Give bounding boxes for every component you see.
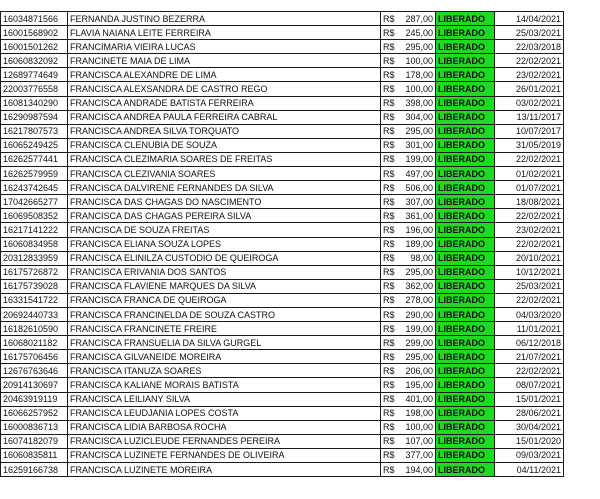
table-row	[1, 307, 564, 321]
cell-currency: R$	[381, 279, 396, 293]
cell-status: LIBERADO	[436, 110, 495, 124]
table-row	[1, 406, 564, 420]
cell-currency: R$	[381, 40, 396, 54]
table-row	[1, 265, 564, 279]
cell-amount: 98,00	[395, 251, 436, 265]
cell-status: LIBERADO	[436, 181, 495, 195]
cell-status: LIBERADO	[436, 209, 495, 223]
cell-amount: 189,00	[395, 237, 436, 251]
cell-id: 16000836713	[1, 420, 68, 434]
cell-currency: R$	[381, 152, 396, 166]
cell-id: 16066257952	[1, 406, 68, 420]
cell-name: FRANCISCA LUZINETE FERNANDES DE OLIVEIRA	[68, 448, 381, 462]
cell-amount: 295,00	[395, 265, 436, 279]
cell-name: FRANCISCA FRANCINETE FREIRE	[68, 322, 381, 336]
cell-id: 16060834958	[1, 237, 68, 251]
cell-amount: 206,00	[395, 364, 436, 378]
cell-amount: 307,00	[395, 195, 436, 209]
cell-id: 16069508352	[1, 209, 68, 223]
table-row	[1, 237, 564, 251]
cell-name: FRANCISCA LEILIANY SILVA	[68, 392, 381, 406]
cell-currency: R$	[381, 26, 396, 40]
cell-currency: R$	[381, 54, 396, 68]
cell-name: FRANCISCA CLEZIMARIA SOARES DE FREITAS	[68, 152, 381, 166]
cell-status: LIBERADO	[436, 12, 495, 26]
cell-name: FRANCISCA ANDRADE BATISTA FERREIRA	[68, 96, 381, 110]
cell-currency: R$	[381, 68, 396, 82]
table-row	[1, 448, 564, 462]
cell-currency: R$	[381, 364, 396, 378]
cell-currency: R$	[381, 406, 396, 420]
cell-amount: 290,00	[395, 307, 436, 321]
cell-name: FRANCISCA ALEXANDRE DE LIMA	[68, 68, 381, 82]
cell-id: 20463919119	[1, 392, 68, 406]
cell-currency: R$	[381, 293, 396, 307]
cell-date: 10/12/2021	[495, 265, 564, 279]
cell-date: 31/05/2019	[495, 138, 564, 152]
cell-name: FRANCISCA ANDREA SILVA TORQUATO	[68, 124, 381, 138]
table-body	[1, 12, 564, 477]
cell-currency: R$	[381, 195, 396, 209]
cell-amount: 196,00	[395, 223, 436, 237]
cell-name: FRANCISCA ANDREA PAULA FERREIRA CABRAL	[68, 110, 381, 124]
cell-id: 16259166738	[1, 463, 68, 477]
cell-currency: R$	[381, 434, 396, 448]
cell-id: 12689774649	[1, 68, 68, 82]
cell-date: 04/11/2021	[495, 463, 564, 477]
cell-name: FRANCISCA ELIANA SOUZA LOPES	[68, 237, 381, 251]
cell-name: FLAVIA NAIANA LEITE FERREIRA	[68, 26, 381, 40]
cell-date: 22/02/2021	[495, 152, 564, 166]
table-row	[1, 293, 564, 307]
cell-name: FRANCISCA GILVANEIDE MOREIRA	[68, 350, 381, 364]
cell-id: 16331541722	[1, 293, 68, 307]
cell-name: FRANCISCA CLENUBIA DE SOUZA	[68, 138, 381, 152]
table-row	[1, 336, 564, 350]
cell-currency: R$	[381, 251, 396, 265]
cell-name: FRANCISCA DAS CHAGAS PEREIRA SILVA	[68, 209, 381, 223]
cell-date: 30/04/2021	[495, 420, 564, 434]
beneficiary-table	[0, 11, 564, 477]
cell-status: LIBERADO	[436, 350, 495, 364]
cell-amount: 295,00	[395, 40, 436, 54]
table-row	[1, 223, 564, 237]
cell-date: 20/10/2021	[495, 251, 564, 265]
cell-amount: 401,00	[395, 392, 436, 406]
table-row	[1, 124, 564, 138]
table-row	[1, 434, 564, 448]
cell-id: 16262577441	[1, 152, 68, 166]
cell-id: 16065249425	[1, 138, 68, 152]
table-row	[1, 110, 564, 124]
cell-currency: R$	[381, 392, 396, 406]
cell-name: FERNANDA JUSTINO BEZERRA	[68, 12, 381, 26]
cell-id: 16081340290	[1, 96, 68, 110]
cell-currency: R$	[381, 110, 396, 124]
cell-status: LIBERADO	[436, 322, 495, 336]
table-row	[1, 322, 564, 336]
cell-name: FRANCISCA CLEZIVANIA SOARES	[68, 167, 381, 181]
table-row	[1, 138, 564, 152]
cell-name: FRANCISCA LIDIA BARBOSA ROCHA	[68, 420, 381, 434]
cell-status: LIBERADO	[436, 378, 495, 392]
cell-status: LIBERADO	[436, 40, 495, 54]
cell-date: 25/03/2021	[495, 26, 564, 40]
table-row	[1, 209, 564, 223]
cell-date: 13/11/2017	[495, 110, 564, 124]
cell-status: LIBERADO	[436, 195, 495, 209]
table-row	[1, 251, 564, 265]
table-row	[1, 12, 564, 26]
cell-id: 20312833959	[1, 251, 68, 265]
cell-name: FRANCISCA DE SOUZA FREITAS	[68, 223, 381, 237]
cell-date: 15/01/2020	[495, 434, 564, 448]
cell-id: 16175726872	[1, 265, 68, 279]
cell-date: 06/12/2018	[495, 336, 564, 350]
cell-currency: R$	[381, 96, 396, 110]
cell-name: FRANCISCA DAS CHAGAS DO NASCIMENTO	[68, 195, 381, 209]
table-row	[1, 26, 564, 40]
table-row	[1, 54, 564, 68]
cell-id: 20914130697	[1, 378, 68, 392]
cell-status: LIBERADO	[436, 307, 495, 321]
cell-status: LIBERADO	[436, 223, 495, 237]
cell-status: LIBERADO	[436, 82, 495, 96]
cell-amount: 295,00	[395, 124, 436, 138]
cell-amount: 198,00	[395, 406, 436, 420]
cell-id: 16074182079	[1, 434, 68, 448]
table-row	[1, 378, 564, 392]
cell-date: 04/03/2020	[495, 307, 564, 321]
cell-currency: R$	[381, 448, 396, 462]
cell-name: FRANCISCA FLAVIENE MARQUES DA SILVA	[68, 279, 381, 293]
cell-id: 12676763646	[1, 364, 68, 378]
cell-currency: R$	[381, 420, 396, 434]
cell-currency: R$	[381, 350, 396, 364]
cell-status: LIBERADO	[436, 68, 495, 82]
cell-id: 16060835811	[1, 448, 68, 462]
table-row	[1, 96, 564, 110]
cell-currency: R$	[381, 138, 396, 152]
cell-id: 22003776558	[1, 82, 68, 96]
cell-date: 18/08/2021	[495, 195, 564, 209]
cell-currency: R$	[381, 223, 396, 237]
table-row	[1, 195, 564, 209]
cell-date: 25/03/2021	[495, 279, 564, 293]
table-row	[1, 279, 564, 293]
cell-id: 16290987594	[1, 110, 68, 124]
cell-id: 16060832092	[1, 54, 68, 68]
cell-currency: R$	[381, 463, 396, 477]
cell-status: LIBERADO	[436, 406, 495, 420]
cell-status: LIBERADO	[436, 167, 495, 181]
cell-currency: R$	[381, 209, 396, 223]
cell-date: 22/03/2018	[495, 40, 564, 54]
cell-date: 22/02/2021	[495, 293, 564, 307]
cell-id: 16217807573	[1, 124, 68, 138]
cell-amount: 361,00	[395, 209, 436, 223]
cell-amount: 199,00	[395, 152, 436, 166]
cell-date: 23/02/2021	[495, 68, 564, 82]
cell-date: 15/01/2021	[495, 392, 564, 406]
cell-amount: 299,00	[395, 336, 436, 350]
cell-status: LIBERADO	[436, 293, 495, 307]
cell-id: 16182610590	[1, 322, 68, 336]
cell-amount: 107,00	[395, 434, 436, 448]
cell-status: LIBERADO	[436, 54, 495, 68]
cell-status: LIBERADO	[436, 124, 495, 138]
cell-id: 16262579959	[1, 167, 68, 181]
table-row	[1, 68, 564, 82]
cell-id: 16068021182	[1, 336, 68, 350]
cell-date: 01/02/2021	[495, 167, 564, 181]
cell-id: 16001501262	[1, 40, 68, 54]
cell-status: LIBERADO	[436, 448, 495, 462]
cell-amount: 178,00	[395, 68, 436, 82]
cell-id: 20692440733	[1, 307, 68, 321]
table-row	[1, 82, 564, 96]
table-row	[1, 40, 564, 54]
cell-date: 09/03/2021	[495, 448, 564, 462]
cell-currency: R$	[381, 322, 396, 336]
cell-name: FRANCISCA DALVIRENE FERNANDES DA SILVA	[68, 181, 381, 195]
cell-currency: R$	[381, 167, 396, 181]
cell-currency: R$	[381, 265, 396, 279]
cell-name: FRANCISCA FRANCINELDA DE SOUZA CASTRO	[68, 307, 381, 321]
cell-date: 28/06/2021	[495, 406, 564, 420]
cell-amount: 287,00	[395, 12, 436, 26]
cell-amount: 398,00	[395, 96, 436, 110]
cell-name: FRANCISCA KALIANE MORAIS BATISTA	[68, 378, 381, 392]
cell-amount: 100,00	[395, 420, 436, 434]
table-row	[1, 420, 564, 434]
cell-name: FRANCISCA FRANSUELIA DA SILVA GURGEL	[68, 336, 381, 350]
cell-amount: 301,00	[395, 138, 436, 152]
cell-date: 11/01/2021	[495, 322, 564, 336]
cell-amount: 100,00	[395, 54, 436, 68]
cell-status: LIBERADO	[436, 251, 495, 265]
cell-currency: R$	[381, 12, 396, 26]
cell-currency: R$	[381, 237, 396, 251]
cell-date: 21/07/2021	[495, 350, 564, 364]
cell-id: 16034871566	[1, 12, 68, 26]
cell-status: LIBERADO	[436, 434, 495, 448]
cell-id: 16175739028	[1, 279, 68, 293]
table-row	[1, 167, 564, 181]
cell-date: 26/01/2021	[495, 82, 564, 96]
cell-name: FRANCISCA LUZICLEUDE FERNANDES PEREIRA	[68, 434, 381, 448]
cell-date: 03/02/2021	[495, 96, 564, 110]
cell-name: FRANCISCA FRANCA DE QUEIROGA	[68, 293, 381, 307]
table-row	[1, 392, 564, 406]
cell-status: LIBERADO	[436, 364, 495, 378]
cell-currency: R$	[381, 181, 396, 195]
cell-status: LIBERADO	[436, 96, 495, 110]
cell-date: 22/02/2021	[495, 54, 564, 68]
cell-name: FRANCISCA ITANUZA SOARES	[68, 364, 381, 378]
cell-date: 14/04/2021	[495, 12, 564, 26]
cell-status: LIBERADO	[436, 138, 495, 152]
cell-id: 16001568902	[1, 26, 68, 40]
cell-date: 23/02/2021	[495, 223, 564, 237]
cell-currency: R$	[381, 307, 396, 321]
table-row	[1, 463, 564, 477]
cell-name: FRANCINETE MAIA DE LIMA	[68, 54, 381, 68]
cell-amount: 497,00	[395, 167, 436, 181]
table-row	[1, 152, 564, 166]
cell-status: LIBERADO	[436, 265, 495, 279]
cell-currency: R$	[381, 124, 396, 138]
cell-amount: 100,00	[395, 82, 436, 96]
table-row	[1, 364, 564, 378]
cell-date: 22/02/2021	[495, 364, 564, 378]
cell-amount: 245,00	[395, 26, 436, 40]
cell-date: 08/07/2021	[495, 378, 564, 392]
table-row	[1, 350, 564, 364]
cell-name: FRANCISCA LEUDJANIA LOPES COSTA	[68, 406, 381, 420]
cell-status: LIBERADO	[436, 279, 495, 293]
cell-id: 17042665277	[1, 195, 68, 209]
cell-status: LIBERADO	[436, 237, 495, 251]
cell-id: 16243742645	[1, 181, 68, 195]
cell-amount: 195,00	[395, 378, 436, 392]
cell-name: FRANCISCA ERIVANIA DOS SANTOS	[68, 265, 381, 279]
cell-date: 10/07/2017	[495, 124, 564, 138]
cell-date: 22/02/2021	[495, 209, 564, 223]
cell-status: LIBERADO	[436, 463, 495, 477]
cell-name: FRANCISCA LUZINETE MOREIRA	[68, 463, 381, 477]
table-row	[1, 181, 564, 195]
cell-status: LIBERADO	[436, 152, 495, 166]
cell-amount: 377,00	[395, 448, 436, 462]
cell-status: LIBERADO	[436, 336, 495, 350]
cell-status: LIBERADO	[436, 420, 495, 434]
cell-amount: 194,00	[395, 463, 436, 477]
cell-name: FRANCIMARIA VIEIRA LUCAS	[68, 40, 381, 54]
cell-id: 16175706456	[1, 350, 68, 364]
cell-amount: 362,00	[395, 279, 436, 293]
cell-amount: 199,00	[395, 322, 436, 336]
cell-date: 22/02/2021	[495, 237, 564, 251]
cell-currency: R$	[381, 82, 396, 96]
cell-amount: 506,00	[395, 181, 436, 195]
cell-amount: 304,00	[395, 110, 436, 124]
cell-amount: 278,00	[395, 293, 436, 307]
cell-currency: R$	[381, 378, 396, 392]
cell-status: LIBERADO	[436, 26, 495, 40]
cell-currency: R$	[381, 336, 396, 350]
cell-date: 01/07/2021	[495, 181, 564, 195]
cell-amount: 295,00	[395, 350, 436, 364]
cell-name: FRANCISCA ELINILZA CUSTODIO DE QUEIROGA	[68, 251, 381, 265]
cell-id: 16217141222	[1, 223, 68, 237]
cell-status: LIBERADO	[436, 392, 495, 406]
cell-name: FRANCISCA ALEXSANDRA DE CASTRO REGO	[68, 82, 381, 96]
